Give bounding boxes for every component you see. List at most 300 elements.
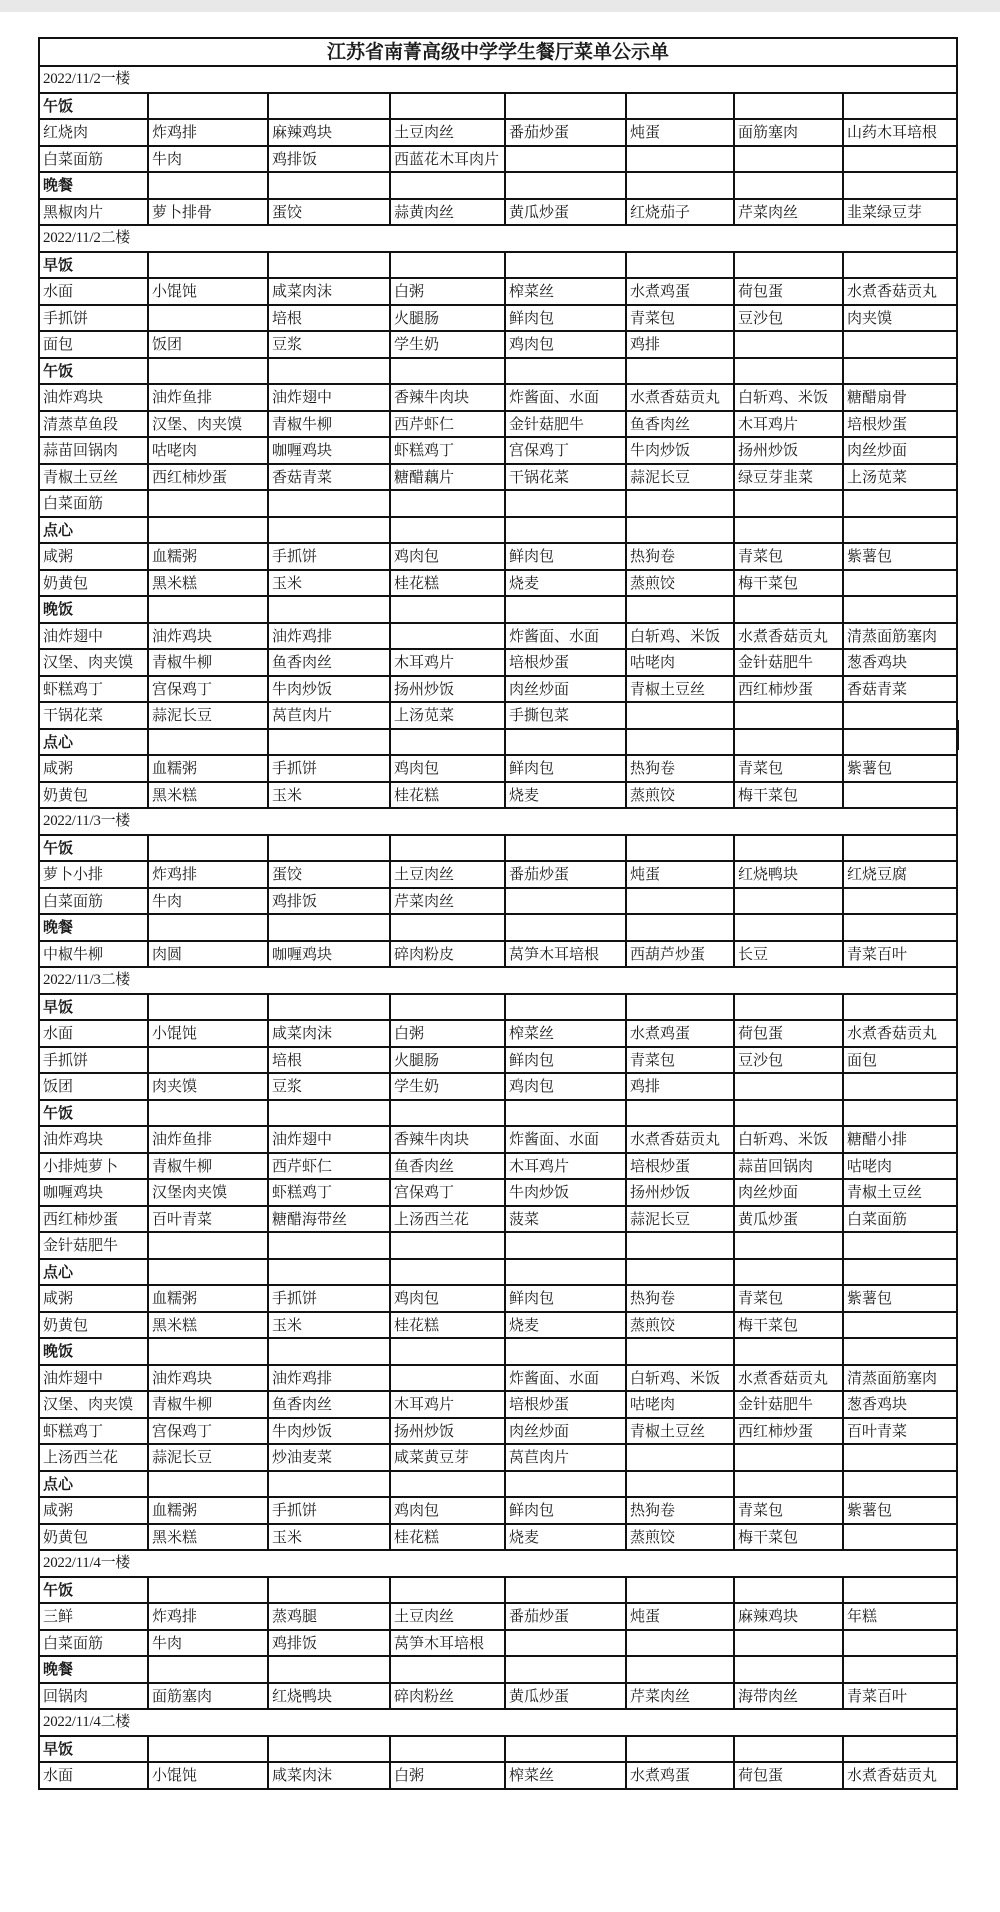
dish-cell: 肉夹馍 xyxy=(843,305,957,332)
dish-cell: 糖醋海带丝 xyxy=(268,1206,390,1233)
empty-cell xyxy=(148,93,268,120)
dish-cell: 手抓饼 xyxy=(268,755,390,782)
dish-cell: 碎肉粉丝 xyxy=(390,1683,505,1710)
empty-cell xyxy=(390,729,505,756)
empty-cell xyxy=(390,358,505,385)
empty-cell xyxy=(843,1736,957,1763)
dish-cell: 海带肉丝 xyxy=(734,1683,843,1710)
meal-label: 点心 xyxy=(39,517,148,544)
dish-cell: 香辣牛肉块 xyxy=(390,384,505,411)
menu-items-row xyxy=(39,1630,957,1657)
empty-cell xyxy=(148,172,268,199)
meal-header-row xyxy=(39,358,957,385)
dish-cell: 榨菜丝 xyxy=(505,278,626,305)
dish-cell: 咕咾肉 xyxy=(626,1391,734,1418)
menu-items-row xyxy=(39,199,957,226)
meal-label: 午饭 xyxy=(39,835,148,862)
dish-cell: 青椒土豆丝 xyxy=(39,464,148,491)
meal-label: 早饭 xyxy=(39,1736,148,1763)
dish-cell: 宫保鸡丁 xyxy=(390,1179,505,1206)
dish-cell: 白菜面筋 xyxy=(39,1630,148,1657)
dish-cell: 炖蛋 xyxy=(626,861,734,888)
menu-items-row xyxy=(39,1497,957,1524)
date-location-label: 2022/11/3二楼 xyxy=(39,967,957,994)
empty-cell xyxy=(148,596,268,623)
dish-cell: 炖蛋 xyxy=(626,1603,734,1630)
dish-cell: 玉米 xyxy=(268,570,390,597)
empty-cell xyxy=(390,623,505,650)
empty-cell xyxy=(148,994,268,1021)
empty-cell xyxy=(148,1047,268,1074)
empty-cell xyxy=(734,1259,843,1286)
dish-cell: 青菜包 xyxy=(734,755,843,782)
dish-cell: 肉丝炒面 xyxy=(734,1179,843,1206)
dish-cell: 番茄炒蛋 xyxy=(505,1603,626,1630)
empty-cell xyxy=(505,1736,626,1763)
empty-cell xyxy=(505,994,626,1021)
dish-cell: 青菜包 xyxy=(626,305,734,332)
dish-cell: 萝卜小排 xyxy=(39,861,148,888)
dish-cell: 鸡肉包 xyxy=(390,755,505,782)
dish-cell: 烧麦 xyxy=(505,1524,626,1551)
menu-items-row xyxy=(39,1312,957,1339)
dish-cell: 汉堡肉夹馍 xyxy=(148,1179,268,1206)
empty-cell xyxy=(734,1630,843,1657)
date-location-row xyxy=(39,967,957,994)
empty-cell xyxy=(843,1524,957,1551)
dish-cell: 山药木耳培根 xyxy=(843,119,957,146)
dish-cell: 玉米 xyxy=(268,1524,390,1551)
dish-cell: 咕咾肉 xyxy=(843,1153,957,1180)
empty-cell xyxy=(148,1338,268,1365)
empty-cell xyxy=(734,1444,843,1471)
dish-cell: 牛肉炒饭 xyxy=(626,437,734,464)
empty-cell xyxy=(268,835,390,862)
dish-cell: 手抓饼 xyxy=(268,1497,390,1524)
menu-items-row xyxy=(39,649,957,676)
empty-cell xyxy=(268,1259,390,1286)
dish-cell: 鸡肉包 xyxy=(390,543,505,570)
dish-cell: 咖喱鸡块 xyxy=(268,941,390,968)
meal-header-row xyxy=(39,1471,957,1498)
empty-cell xyxy=(626,1444,734,1471)
page-title: 江苏省南菁高级中学学生餐厅菜单公示单 xyxy=(39,38,957,66)
dish-cell: 上汤苋菜 xyxy=(843,464,957,491)
dish-cell: 手抓饼 xyxy=(39,1047,148,1074)
dish-cell: 葱香鸡块 xyxy=(843,1391,957,1418)
dish-cell: 桂花糕 xyxy=(390,1312,505,1339)
empty-cell xyxy=(148,252,268,279)
dish-cell: 水煮鸡蛋 xyxy=(626,1020,734,1047)
menu-items-row xyxy=(39,1153,957,1180)
empty-cell xyxy=(505,729,626,756)
dish-cell: 水煮鸡蛋 xyxy=(626,1762,734,1789)
meal-header-row xyxy=(39,1577,957,1604)
dish-cell: 鸡肉包 xyxy=(390,1285,505,1312)
empty-cell xyxy=(505,1338,626,1365)
dish-cell: 油炸翅中 xyxy=(39,1365,148,1392)
dish-cell: 水煮香菇贡丸 xyxy=(734,1365,843,1392)
empty-cell xyxy=(734,1577,843,1604)
dish-cell: 榨菜丝 xyxy=(505,1020,626,1047)
dish-cell: 咖喱鸡块 xyxy=(39,1179,148,1206)
meal-header-row xyxy=(39,93,957,120)
empty-cell xyxy=(148,1232,268,1259)
dish-cell: 上汤西兰花 xyxy=(39,1444,148,1471)
dish-cell: 芹菜肉丝 xyxy=(390,888,505,915)
meal-header-row xyxy=(39,914,957,941)
empty-cell xyxy=(843,490,957,517)
dish-cell: 咕咾肉 xyxy=(626,649,734,676)
dish-cell: 白粥 xyxy=(390,278,505,305)
empty-cell xyxy=(626,1100,734,1127)
dish-cell: 油炸鸡块 xyxy=(39,1126,148,1153)
date-location-label: 2022/11/2一楼 xyxy=(39,66,957,93)
empty-cell xyxy=(843,1444,957,1471)
dish-cell: 三鲜 xyxy=(39,1603,148,1630)
empty-cell xyxy=(734,914,843,941)
dish-cell: 炖蛋 xyxy=(626,119,734,146)
dish-cell: 西芹虾仁 xyxy=(390,411,505,438)
empty-cell xyxy=(843,729,957,756)
dish-cell: 红烧豆腐 xyxy=(843,861,957,888)
dish-cell: 玉米 xyxy=(268,1312,390,1339)
meal-label: 晚餐 xyxy=(39,172,148,199)
empty-cell xyxy=(626,888,734,915)
menu-items-row xyxy=(39,676,957,703)
dish-cell: 烧麦 xyxy=(505,570,626,597)
dish-cell: 韭菜绿豆芽 xyxy=(843,199,957,226)
dish-cell: 牛肉 xyxy=(148,1630,268,1657)
empty-cell xyxy=(843,1338,957,1365)
empty-cell xyxy=(505,1577,626,1604)
dish-cell: 中椒牛柳 xyxy=(39,941,148,968)
empty-cell xyxy=(626,1736,734,1763)
dish-cell: 榨菜丝 xyxy=(505,1762,626,1789)
dish-cell: 烧麦 xyxy=(505,1312,626,1339)
dish-cell: 长豆 xyxy=(734,941,843,968)
empty-cell xyxy=(505,93,626,120)
date-location-label: 2022/11/2二楼 xyxy=(39,225,957,252)
dish-cell: 鲜肉包 xyxy=(505,543,626,570)
dish-cell: 西葫芦炒蛋 xyxy=(626,941,734,968)
empty-cell xyxy=(390,1471,505,1498)
dish-cell: 手抓饼 xyxy=(268,1285,390,1312)
dish-cell: 清蒸面筋塞肉 xyxy=(843,1365,957,1392)
dish-cell: 鲜肉包 xyxy=(505,755,626,782)
empty-cell xyxy=(734,1471,843,1498)
dish-cell: 白菜面筋 xyxy=(843,1206,957,1233)
menu-items-row xyxy=(39,1444,957,1471)
empty-cell xyxy=(505,1630,626,1657)
dish-cell: 黑米糕 xyxy=(148,1524,268,1551)
menu-items-row xyxy=(39,1365,957,1392)
meal-label: 点心 xyxy=(39,1259,148,1286)
dish-cell: 血糯粥 xyxy=(148,755,268,782)
empty-cell xyxy=(843,146,957,173)
dish-cell: 热狗卷 xyxy=(626,1497,734,1524)
dish-cell: 青椒牛柳 xyxy=(268,411,390,438)
dish-cell: 油炸鸡块 xyxy=(39,384,148,411)
dish-cell: 小馄饨 xyxy=(148,1762,268,1789)
dish-cell: 扬州炒饭 xyxy=(734,437,843,464)
dish-cell: 土豆肉丝 xyxy=(390,861,505,888)
dish-cell: 血糯粥 xyxy=(148,1497,268,1524)
empty-cell xyxy=(734,172,843,199)
dish-cell: 蒜泥长豆 xyxy=(148,702,268,729)
empty-cell xyxy=(390,596,505,623)
dish-cell: 烧麦 xyxy=(505,782,626,809)
dish-cell: 年糕 xyxy=(843,1603,957,1630)
empty-cell xyxy=(734,1232,843,1259)
dish-cell: 糖醋藕片 xyxy=(390,464,505,491)
dish-cell: 水煮鸡蛋 xyxy=(626,278,734,305)
dish-cell: 油炸鸡块 xyxy=(148,623,268,650)
dish-cell: 莴笋木耳培根 xyxy=(390,1630,505,1657)
dish-cell: 白菜面筋 xyxy=(39,888,148,915)
dish-cell: 番茄炒蛋 xyxy=(505,119,626,146)
dish-cell: 上汤西兰花 xyxy=(390,1206,505,1233)
empty-cell xyxy=(268,1471,390,1498)
date-location-label: 2022/11/4二楼 xyxy=(39,1709,957,1736)
dish-cell: 豆浆 xyxy=(268,1073,390,1100)
meal-label: 早饭 xyxy=(39,252,148,279)
dish-cell: 西红柿炒蛋 xyxy=(734,676,843,703)
empty-cell xyxy=(626,517,734,544)
dish-cell: 木耳鸡片 xyxy=(734,411,843,438)
dish-cell: 血糯粥 xyxy=(148,1285,268,1312)
menu-items-row xyxy=(39,331,957,358)
dish-cell: 蒜苗回锅肉 xyxy=(734,1153,843,1180)
dish-cell: 汉堡、肉夹馍 xyxy=(39,649,148,676)
empty-cell xyxy=(505,1232,626,1259)
dish-cell: 香菇青菜 xyxy=(843,676,957,703)
empty-cell xyxy=(505,835,626,862)
dish-cell: 水煮香菇贡丸 xyxy=(843,1762,957,1789)
dish-cell: 炒油麦菜 xyxy=(268,1444,390,1471)
meal-header-row xyxy=(39,994,957,1021)
date-location-row xyxy=(39,225,957,252)
empty-cell xyxy=(843,596,957,623)
dish-cell: 青椒土豆丝 xyxy=(626,676,734,703)
empty-cell xyxy=(148,914,268,941)
dish-cell: 火腿肠 xyxy=(390,305,505,332)
dish-cell: 西芹虾仁 xyxy=(268,1153,390,1180)
dish-cell: 鸡肉包 xyxy=(505,331,626,358)
dish-cell: 水面 xyxy=(39,1762,148,1789)
date-location-row xyxy=(39,1709,957,1736)
dish-cell: 西蓝花木耳肉片 xyxy=(390,146,505,173)
menu-items-row xyxy=(39,119,957,146)
dish-cell: 鱼香肉丝 xyxy=(626,411,734,438)
dish-cell: 香菇青菜 xyxy=(268,464,390,491)
menu-items-row xyxy=(39,570,957,597)
dish-cell: 青椒牛柳 xyxy=(148,649,268,676)
empty-cell xyxy=(734,1100,843,1127)
dish-cell: 梅干菜包 xyxy=(734,1312,843,1339)
dish-cell: 牛肉 xyxy=(148,888,268,915)
empty-cell xyxy=(268,93,390,120)
meal-header-row xyxy=(39,835,957,862)
dish-cell: 扬州炒饭 xyxy=(390,1418,505,1445)
empty-cell xyxy=(626,994,734,1021)
dish-cell: 豆沙包 xyxy=(734,1047,843,1074)
empty-cell xyxy=(268,914,390,941)
dish-cell: 青菜包 xyxy=(734,1285,843,1312)
empty-cell xyxy=(843,1259,957,1286)
dish-cell: 炸鸡排 xyxy=(148,1603,268,1630)
empty-cell xyxy=(843,1232,957,1259)
empty-cell xyxy=(734,1338,843,1365)
dish-cell: 水煮香菇贡丸 xyxy=(734,623,843,650)
dish-cell: 黄瓜炒蛋 xyxy=(505,1683,626,1710)
meal-label: 晚饭 xyxy=(39,1338,148,1365)
menu-items-row xyxy=(39,1762,957,1789)
empty-cell xyxy=(505,1100,626,1127)
empty-cell xyxy=(268,358,390,385)
empty-cell xyxy=(148,1736,268,1763)
meal-header-row xyxy=(39,1100,957,1127)
dish-cell: 鲜肉包 xyxy=(505,1047,626,1074)
menu-body xyxy=(39,38,957,1789)
dish-cell: 回锅肉 xyxy=(39,1683,148,1710)
dish-cell: 火腿肠 xyxy=(390,1047,505,1074)
dish-cell: 青菜包 xyxy=(626,1047,734,1074)
empty-cell xyxy=(626,146,734,173)
empty-cell xyxy=(268,172,390,199)
dish-cell: 红烧肉 xyxy=(39,119,148,146)
empty-cell xyxy=(626,1471,734,1498)
dish-cell: 莴苣肉片 xyxy=(505,1444,626,1471)
dish-cell: 上汤苋菜 xyxy=(390,702,505,729)
meal-header-row xyxy=(39,1656,957,1683)
dish-cell: 培根炒蛋 xyxy=(843,411,957,438)
empty-cell xyxy=(734,596,843,623)
meal-header-row xyxy=(39,1259,957,1286)
empty-cell xyxy=(734,729,843,756)
empty-cell xyxy=(148,1577,268,1604)
dish-cell: 宫保鸡丁 xyxy=(505,437,626,464)
empty-cell xyxy=(734,490,843,517)
empty-cell xyxy=(734,331,843,358)
empty-cell xyxy=(843,1471,957,1498)
dish-cell: 蛋饺 xyxy=(268,199,390,226)
dish-cell: 面筋塞肉 xyxy=(148,1683,268,1710)
dish-cell: 虾糕鸡丁 xyxy=(39,676,148,703)
dish-cell: 油炸鸡排 xyxy=(268,1365,390,1392)
dish-cell: 鸡肉包 xyxy=(390,1497,505,1524)
dish-cell: 荷包蛋 xyxy=(734,1762,843,1789)
empty-cell xyxy=(148,1471,268,1498)
empty-cell xyxy=(148,1259,268,1286)
dish-cell: 鲜肉包 xyxy=(505,1285,626,1312)
empty-cell xyxy=(626,1630,734,1657)
dish-cell: 牛肉 xyxy=(148,146,268,173)
dish-cell: 紫薯包 xyxy=(843,1497,957,1524)
dish-cell: 木耳鸡片 xyxy=(390,1391,505,1418)
empty-cell xyxy=(268,994,390,1021)
dish-cell: 荷包蛋 xyxy=(734,1020,843,1047)
menu-items-row xyxy=(39,861,957,888)
empty-cell xyxy=(268,596,390,623)
dish-cell: 蒸煎饺 xyxy=(626,1524,734,1551)
dish-cell: 血糯粥 xyxy=(148,543,268,570)
empty-cell xyxy=(505,358,626,385)
empty-cell xyxy=(734,994,843,1021)
empty-cell xyxy=(843,172,957,199)
empty-cell xyxy=(626,490,734,517)
empty-cell xyxy=(505,914,626,941)
dish-cell: 肉丝炒面 xyxy=(843,437,957,464)
dish-cell: 青椒牛柳 xyxy=(148,1153,268,1180)
empty-cell xyxy=(626,835,734,862)
empty-cell xyxy=(390,1232,505,1259)
dish-cell: 扬州炒饭 xyxy=(626,1179,734,1206)
dish-cell: 饭团 xyxy=(39,1073,148,1100)
dish-cell: 肉圆 xyxy=(148,941,268,968)
dish-cell: 水面 xyxy=(39,1020,148,1047)
empty-cell xyxy=(148,835,268,862)
dish-cell: 油炸鸡块 xyxy=(148,1365,268,1392)
dish-cell: 咸粥 xyxy=(39,543,148,570)
dish-cell: 蒜泥长豆 xyxy=(626,464,734,491)
dish-cell: 金针菇肥牛 xyxy=(505,411,626,438)
dish-cell: 蒸鸡腿 xyxy=(268,1603,390,1630)
dish-cell: 咸粥 xyxy=(39,1497,148,1524)
meal-header-row xyxy=(39,172,957,199)
dish-cell: 培根炒蛋 xyxy=(505,1391,626,1418)
menu-items-row xyxy=(39,1524,957,1551)
dish-cell: 油炸鱼排 xyxy=(148,384,268,411)
menu-items-row xyxy=(39,1285,957,1312)
dish-cell: 鸡排 xyxy=(626,331,734,358)
dish-cell: 蒜泥长豆 xyxy=(148,1444,268,1471)
dish-cell: 香辣牛肉块 xyxy=(390,1126,505,1153)
dish-cell: 小排炖萝卜 xyxy=(39,1153,148,1180)
dish-cell: 油炸翅中 xyxy=(268,1126,390,1153)
empty-cell xyxy=(390,517,505,544)
dish-cell: 鲜肉包 xyxy=(505,305,626,332)
dish-cell: 白斩鸡、米饭 xyxy=(734,1126,843,1153)
dish-cell: 金针菇肥牛 xyxy=(734,1391,843,1418)
dish-cell: 葱香鸡块 xyxy=(843,649,957,676)
dish-cell: 干锅花菜 xyxy=(39,702,148,729)
empty-cell xyxy=(268,1656,390,1683)
dish-cell: 紫薯包 xyxy=(843,755,957,782)
dish-cell: 宫保鸡丁 xyxy=(148,1418,268,1445)
dish-cell: 糖醋小排 xyxy=(843,1126,957,1153)
dish-cell: 西红柿炒蛋 xyxy=(148,464,268,491)
meal-label: 午饭 xyxy=(39,358,148,385)
menu-items-row xyxy=(39,464,957,491)
empty-cell xyxy=(626,1656,734,1683)
empty-cell xyxy=(505,252,626,279)
dish-cell: 豆浆 xyxy=(268,331,390,358)
dish-cell: 紫薯包 xyxy=(843,1285,957,1312)
dish-cell: 鸡排饭 xyxy=(268,146,390,173)
empty-cell xyxy=(390,1365,505,1392)
menu-items-row xyxy=(39,623,957,650)
dish-cell: 肉丝炒面 xyxy=(505,1418,626,1445)
dish-cell: 麻辣鸡块 xyxy=(268,119,390,146)
dish-cell: 咸粥 xyxy=(39,755,148,782)
empty-cell xyxy=(148,729,268,756)
dish-cell: 木耳鸡片 xyxy=(390,649,505,676)
dish-cell: 蛋饺 xyxy=(268,861,390,888)
dish-cell: 炸酱面、水面 xyxy=(505,1365,626,1392)
menu-items-row xyxy=(39,1126,957,1153)
empty-cell xyxy=(843,570,957,597)
